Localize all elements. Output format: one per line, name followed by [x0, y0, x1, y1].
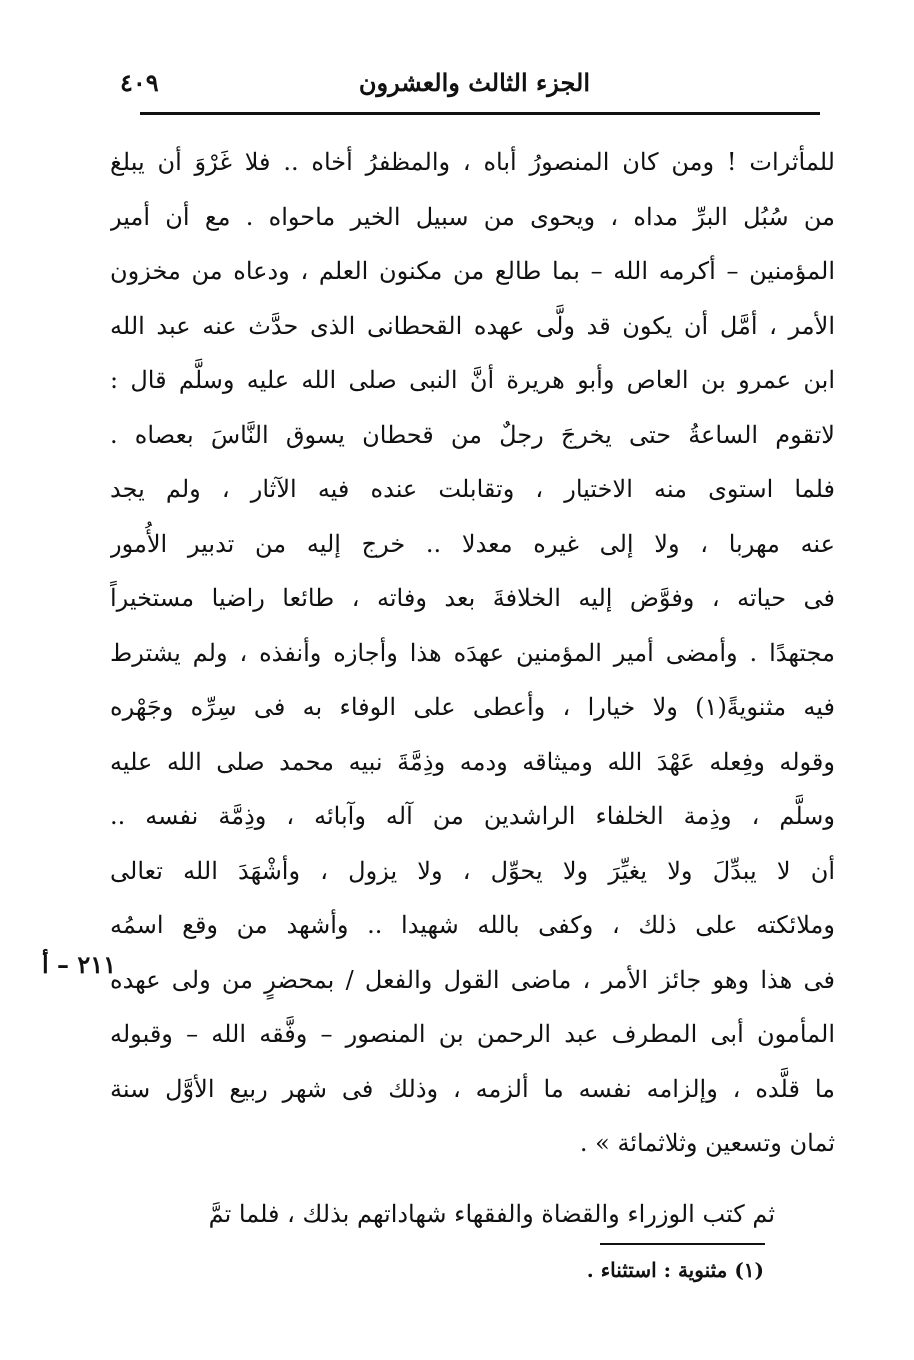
footnote-rule: [600, 1243, 765, 1245]
text-line: الأمر ، أمَّل أن يكون قد ولَّى عهده القحطانى الذى حدَّث عنه عبد الله: [110, 311, 835, 340]
text-line: المؤمنين – أكرمه الله – بما طالع من مكنون العلم ، ودعاه من مخزون: [110, 257, 835, 285]
running-title: الجزء الثالث والعشرون: [358, 68, 590, 97]
footnote: (١) مثنوية : استثناء .: [586, 1258, 764, 1282]
text-line: أن لا يبدِّلَ ولا يغيِّرَ ولا يحوِّل ، ولا يزول ، وأشْهَدَ الله تعالى: [110, 856, 835, 885]
text-line: فى حياته ، وفوَّض إليه الخلافةَ بعد وفاته ، طائعا راضيا مستخيراً: [110, 584, 835, 612]
text-line: فى هذا وهو جائز الأمر ، ماضى القول والفعل / بمحضرٍ من ولى عهده: [110, 965, 835, 994]
text-line: وملائكته على ذلك ، وكفى بالله شهيدا .. وأشهد من وقع اسمُه: [110, 911, 835, 939]
text-line: وقوله وفِعله عَهْدَ الله وميثاقه ودمه وذِمَّةَ نبيه محمد صلى الله عليه: [110, 747, 835, 776]
body-text: [110, 135, 835, 1241]
text-line: المأمون أبى المطرف عبد الرحمن بن المنصور – وفَّقه الله – وقبوله: [110, 1020, 835, 1048]
margin-note: ٢١١ – أ: [42, 950, 117, 979]
text-line: وسلَّم ، وذِمة الخلفاء الراشدين من آله وآبائه ، وذِمَّة نفسه ..: [110, 802, 835, 830]
page-header: [120, 68, 820, 108]
text-line: ابن عمرو بن العاص وأبو هريرة أنَّ النبى صلى الله عليه وسلَّم قال :: [110, 366, 835, 394]
text-line: من سُبُل البرِّ مداه ، ويحوى من سبيل الخير ماحواه . مع أن أمير: [110, 202, 835, 231]
text-line: فيه مثنويةً(١) ولا خيارا ، وأعطى على الوفاء به فى سِرِّه وجَهْره: [110, 693, 835, 721]
header-rule: [140, 112, 820, 115]
text-line: عنه مهربا ، ولا إلى غيره معدلا .. خرج إليه من تدبير الأُمور: [110, 529, 835, 558]
text-line: ما قلَّده ، وإلزامه نفسه ما ألزمه ، وذلك فى شهر ربيع الأوَّل سنة: [110, 1074, 835, 1103]
page-number: ٤٠٩: [120, 68, 159, 97]
text-line: للمأثرات ! ومن كان المنصورُ أباه ، والمظفرُ أخاه .. فلا غَرْوَ أن يبلغ: [110, 148, 835, 176]
text-line: فلما استوى منه الاختيار ، وتقابلت عنده فيه الآثار ، ولم يجد: [110, 475, 835, 503]
final-paragraph: ثم كتب الوزراء والقضاة والفقهاء شهاداتهم بذلك ، فلما تمَّ: [208, 1199, 775, 1228]
text-line: مجتهدًا . وأمضى أمير المؤمنين عهدَه هذا وأجازه وأنفذه ، ولم يشترط: [110, 638, 835, 667]
text-line: لاتقوم الساعةُ حتى يخرجَ رجلٌ من قحطان يسوق النَّاسَ بعصاه .: [110, 420, 835, 449]
text-line: ثمان وتسعين وثلاثمائة » .: [579, 1129, 835, 1157]
